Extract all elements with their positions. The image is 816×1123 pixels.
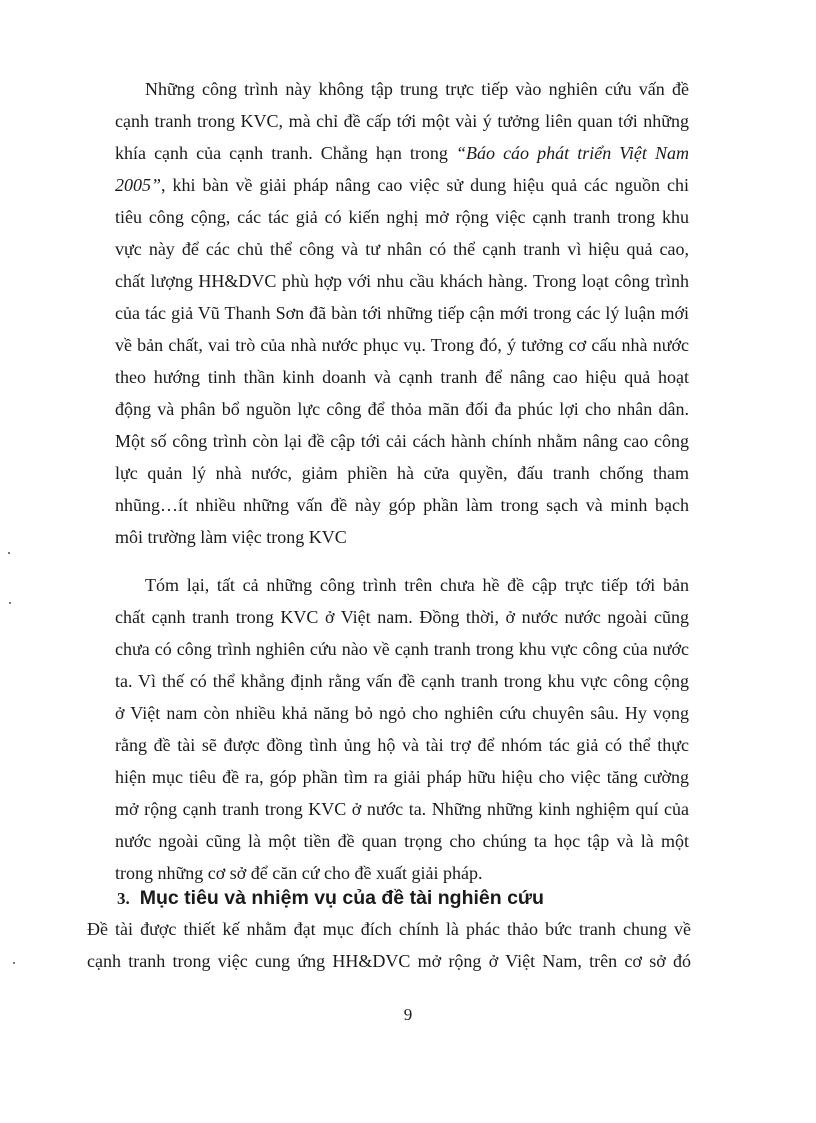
text-line: Những công trình này không tập trung trực tiếp vào nghiên cứu vấn đề xyxy=(145,79,689,99)
text-line: Tóm lại, tất cả những công trình trên chưa hề đề cập trực tiếp tới bản xyxy=(145,575,689,595)
scan-speck xyxy=(13,962,15,964)
text-run: , khi bàn về giải pháp nâng cao việc sử dung hiệu quả các nguồn chi xyxy=(161,175,689,195)
text-run: khía cạnh của cạnh tranh. Chẳng hạn trong xyxy=(115,143,448,163)
text-line: nước ngoài cũng là một tiền đề quan trọng cho chúng ta học tập và là một xyxy=(115,831,689,851)
text-line: hiện mục tiêu đề ra, góp phần tìm ra giải pháp hữu hiệu cho việc tăng cường xyxy=(115,767,689,787)
section-title: Mục tiêu và nhiệm vụ của đề tài nghiên cứu xyxy=(139,887,544,909)
text-line xyxy=(115,169,689,201)
text-line: lực quản lý nhà nước, giảm phiền hà cửa quyền, đấu tranh chống tham xyxy=(115,463,689,483)
scan-speck xyxy=(8,552,10,554)
text-line: về bản chất, vai trò của nhà nước phục vụ. Trong đó, ý tưởng cơ cấu nhà nước xyxy=(115,335,689,355)
text-line xyxy=(115,137,689,169)
text-line: chưa có công trình nghiên cứu nào về cạnh tranh trong khu vực công của nước xyxy=(115,639,689,659)
text-line: vực này để các chủ thể công và tư nhân có thể cạnh tranh vì hiệu quả cao, xyxy=(115,239,689,259)
text-line: trong những cơ sở để căn cứ cho đề xuất giải pháp. xyxy=(115,863,483,883)
section-number: 3. xyxy=(117,889,130,908)
text-line: chất lượng HH&DVC phù hợp với nhu cầu khách hàng. Trong loạt công trình xyxy=(115,271,689,291)
body-paragraph-1 xyxy=(115,73,689,553)
text-line: môi trường làm việc trong KVC xyxy=(115,527,347,547)
text-line: theo hướng tinh thần kinh doanh và cạnh tranh để nâng cao hiệu quả hoạt xyxy=(115,367,689,387)
text-line: nhũng…ít nhiều những vấn đề này góp phần làm trong sạch và minh bạch xyxy=(115,495,689,515)
text-line: Đề tài được thiết kế nhằm đạt mục đích chính là phác thảo bức tranh chung về xyxy=(87,919,691,939)
body-paragraph-2 xyxy=(115,569,689,889)
text-line: cạnh tranh trong KVC, mà chỉ đề cấp tới một vài ý tưởng liên quan tới những xyxy=(115,111,689,131)
page-number: 9 xyxy=(403,1005,413,1024)
text-line: động và phân bổ nguồn lực công để thỏa mãn đối đa phúc lợi cho nhân dân. xyxy=(115,399,689,419)
italic-report-year: 2005” xyxy=(115,175,162,195)
text-line: Một số công trình còn lại đề cập tới cải cách hành chính nhằm nâng cao công xyxy=(115,431,689,451)
text-line: chất cạnh tranh trong KVC ở Việt nam. Đồng thời, ở nước nước ngoài cũng xyxy=(115,607,689,627)
text-line: mở rộng cạnh tranh trong KVC ở nước ta. Những những kinh nghiệm quí của xyxy=(115,799,689,819)
section-heading xyxy=(117,884,544,913)
text-line: ta. Vì thế có thể khẳng định rằng vấn đề cạnh tranh trong khu vực công cộng xyxy=(115,671,689,691)
text-line: tiêu công cộng, các tác giả có kiến nghị mở rộng việc cạnh tranh trong khu xyxy=(115,207,689,227)
text-line: ở Việt nam còn nhiều khả năng bỏ ngỏ cho nghiên cứu chuyên sâu. Hy vọng xyxy=(115,703,689,723)
italic-report-title: “Báo cáo phát triển Việt Nam xyxy=(455,143,689,163)
body-paragraph-3 xyxy=(87,913,691,977)
scan-speck xyxy=(9,602,11,604)
text-line: cạnh tranh trong việc cung ứng HH&DVC mở rộng ở Việt Nam, trên cơ sở đó xyxy=(87,951,691,971)
text-line: rằng đề tài sẽ được đồng tình ủng hộ và tài trợ để nhóm tác giả có thể thực xyxy=(115,735,689,755)
text-line: của tác giả Vũ Thanh Sơn đã bàn tới những tiếp cận mới trong các lý luận mới xyxy=(115,303,689,323)
